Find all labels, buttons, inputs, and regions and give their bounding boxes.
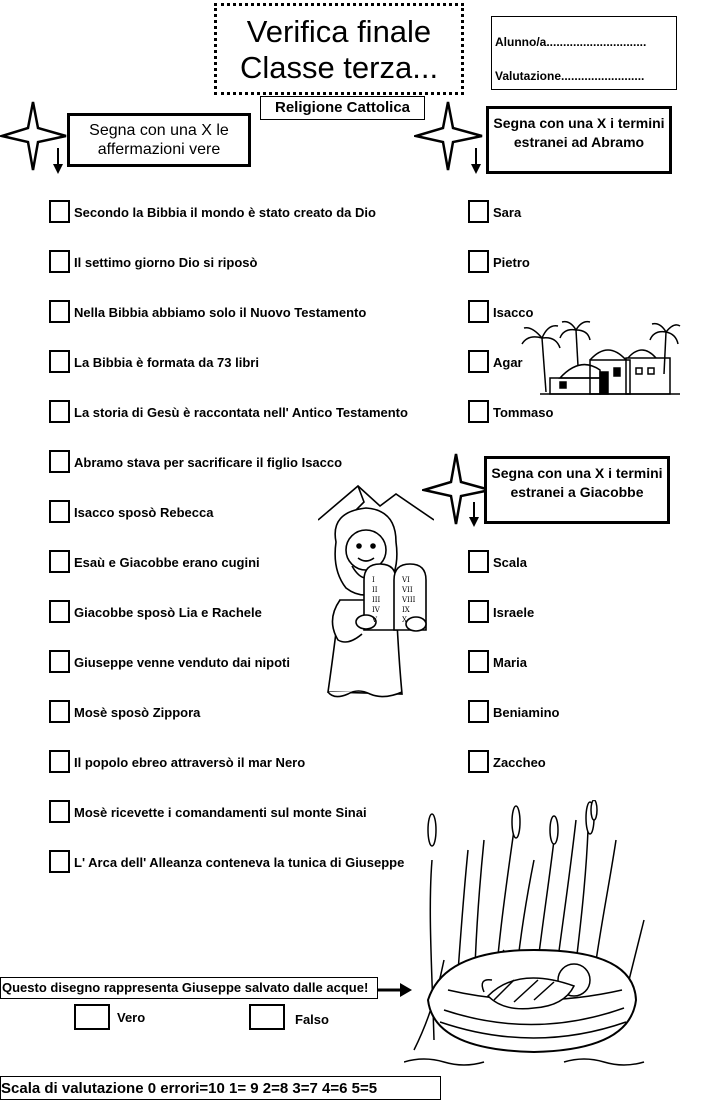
false-label: Falso: [295, 1012, 329, 1027]
statement-checkbox[interactable]: [49, 450, 70, 473]
statement-checkbox[interactable]: [49, 550, 70, 573]
tablet-numeral: IX: [402, 606, 410, 614]
abramo-term-checkbox[interactable]: [468, 400, 489, 423]
title-box: [214, 3, 464, 95]
statement-label: Secondo la Bibbia il mondo è stato creato da Dio: [74, 205, 376, 220]
student-name-field[interactable]: Alunno/a..............................: [495, 35, 647, 49]
abramo-term-checkbox[interactable]: [468, 300, 489, 323]
statement-label: La storia di Gesù è raccontata nell' Antico Testamento: [74, 405, 408, 420]
instruction-true-statements: Segna con una X le affermazioni vere: [67, 113, 251, 167]
statement-checkbox[interactable]: [49, 850, 70, 873]
star-arrow-icon: [0, 98, 70, 178]
subject-label: Religione Cattolica: [260, 96, 425, 120]
grade-field[interactable]: Valutazione.........................: [495, 69, 645, 83]
giacobbe-term-checkbox[interactable]: [468, 700, 489, 723]
statement-label: Abramo stava per sacrificare il figlio Isacco: [74, 455, 343, 470]
tablet-numeral: V: [372, 616, 378, 624]
statement-checkbox[interactable]: [49, 700, 70, 723]
statement-label: L' Arca dell' Alleanza conteneva la tunica di Giuseppe: [74, 855, 405, 870]
statement-checkbox[interactable]: [49, 650, 70, 673]
tablet-numeral: III: [372, 596, 381, 604]
statement-checkbox[interactable]: [49, 200, 70, 223]
abramo-term-label: Tommaso: [493, 405, 554, 420]
picture-question: Questo disegno rappresenta Giuseppe salvato dalle acque!: [0, 977, 378, 999]
tablet-numeral: II: [372, 586, 378, 594]
giacobbe-term-checkbox[interactable]: [468, 750, 489, 773]
title-line-2: Classe terza...: [239, 50, 439, 85]
star-arrow-icon: [414, 98, 486, 178]
statement-checkbox[interactable]: [49, 350, 70, 373]
giacobbe-term-label: Scala: [493, 555, 527, 570]
statement-checkbox[interactable]: [49, 750, 70, 773]
statement-label: Mosè ricevette i comandamenti sul monte Sinai: [74, 805, 367, 820]
false-checkbox[interactable]: [249, 1004, 285, 1030]
statement-label: Giacobbe sposò Lia e Rachele: [74, 605, 262, 620]
true-label: Vero: [117, 1010, 146, 1025]
tablet-numeral: IV: [372, 606, 380, 614]
giacobbe-term-label: Beniamino: [493, 705, 560, 720]
arrow-right-icon: [378, 980, 414, 1000]
statement-checkbox[interactable]: [49, 500, 70, 523]
abramo-term-label: Pietro: [493, 255, 530, 270]
tablet-numeral: VIII: [402, 596, 416, 604]
statement-label: La Bibbia è formata da 73 libri: [74, 355, 259, 370]
grading-scale: Scala di valutazione 0 errori=10 1= 9 2=8 3=7 4=6 5=5: [0, 1076, 441, 1100]
statement-checkbox[interactable]: [49, 250, 70, 273]
statement-label: Nella Bibbia abbiamo solo il Nuovo Testamento: [74, 305, 367, 320]
giacobbe-term-checkbox[interactable]: [468, 650, 489, 673]
true-checkbox[interactable]: [74, 1004, 110, 1030]
giacobbe-term-checkbox[interactable]: [468, 600, 489, 623]
giacobbe-term-label: Maria: [493, 655, 527, 670]
statement-label: Esaù e Giacobbe erano cugini: [74, 555, 260, 570]
baby-basket-illustration: [404, 800, 654, 1070]
tablet-numeral: VI: [402, 576, 410, 584]
abramo-term-label: Agar: [493, 355, 523, 370]
moses-tablets-illustration: [318, 480, 434, 708]
statement-label: Il popolo ebreo attraversò il mar Nero: [74, 755, 306, 770]
tablet-numeral: I: [372, 576, 375, 584]
statement-checkbox[interactable]: [49, 800, 70, 823]
statement-checkbox[interactable]: [49, 300, 70, 323]
statement-checkbox[interactable]: [49, 400, 70, 423]
tablet-numeral: VII: [402, 586, 413, 594]
title-line-1: Verifica finale: [246, 14, 432, 49]
statement-label: Giuseppe venne venduto dai nipoti: [74, 655, 290, 670]
student-info-box: [491, 16, 677, 90]
giacobbe-term-label: Israele: [493, 605, 535, 620]
abramo-term-label: Sara: [493, 205, 522, 220]
instruction-abramo: Segna con una X i termini estranei ad Abramo: [486, 106, 672, 174]
statement-label: Mosè sposò Zippora: [74, 705, 201, 720]
giacobbe-term-checkbox[interactable]: [468, 550, 489, 573]
abramo-term-label: Isacco: [493, 305, 534, 320]
instruction-giacobbe: Segna con una X i termini estranei a Giacobbe: [484, 456, 670, 524]
abramo-term-checkbox[interactable]: [468, 200, 489, 223]
statement-label: Il settimo giorno Dio si riposò: [74, 255, 258, 270]
tablet-numeral: X: [402, 616, 407, 624]
statement-checkbox[interactable]: [49, 600, 70, 623]
village-illustration: [520, 318, 685, 398]
abramo-term-checkbox[interactable]: [468, 250, 489, 273]
abramo-term-checkbox[interactable]: [468, 350, 489, 373]
statement-label: Isacco sposò Rebecca: [74, 505, 214, 520]
giacobbe-term-label: Zaccheo: [493, 755, 546, 770]
